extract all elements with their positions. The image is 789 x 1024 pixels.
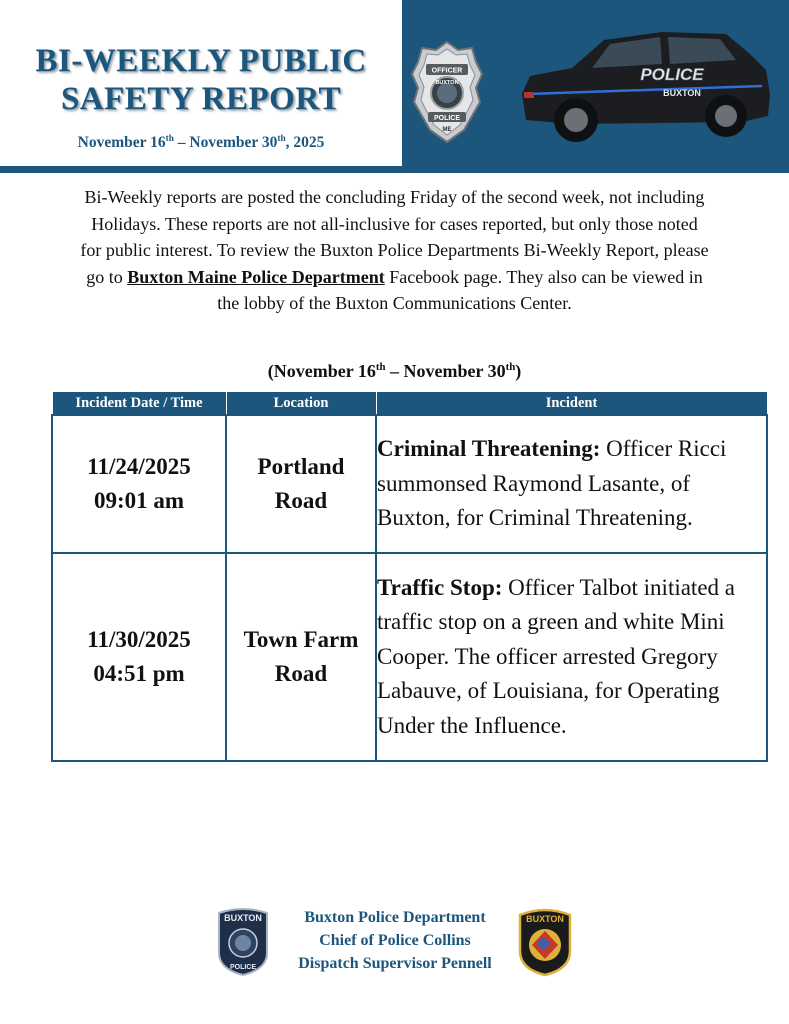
caption-close: ) [515,361,522,381]
location-line-2: Road [274,661,328,686]
incident-type: Criminal Threatening: [377,436,601,462]
car-police-text: POLICE [640,65,704,84]
incident-text: Officer Ricci summonsed Raymond Lasante, of Buxton, for Criminal Threatening. [377,436,727,531]
incident-location [226,553,376,761]
incident-location [226,415,376,553]
table-header-row [52,392,767,416]
report-header [0,0,789,173]
footer-signature [274,906,516,975]
column-header-location: Location [226,392,376,416]
date-start: November 16 [77,134,166,151]
title-line-1: BI-WEEKLY PUBLIC [35,43,367,79]
patch-left-bottom-text: POLICE [229,964,257,971]
buxton-police-patch-icon [215,907,271,977]
incident-date: 11/30/2025 [87,627,191,652]
caption-mid: – November 30 [385,361,506,381]
incident-time: 09:01 am [93,488,185,513]
incident-type: Traffic Stop: [377,574,503,600]
car-buxton-text: BUXTON [663,88,701,98]
facebook-page-link[interactable]: Buxton Maine Police Department [127,266,385,287]
date-separator: – [173,134,190,151]
location-line-2: Road [274,488,328,513]
incident-date-time [52,415,226,553]
footer-chief: Chief of Police Collins [319,932,471,949]
incident-time: 04:51 pm [93,661,185,686]
patch-left-top-text: BUXTON [224,913,262,923]
caption-start-suffix: th [375,361,386,373]
title-line-2: SAFETY REPORT [60,81,342,117]
intro-paragraph [80,184,709,317]
incident-table [51,391,768,762]
police-badge-icon [410,40,484,144]
incident-date-time [52,553,226,761]
date-start-suffix: th [165,133,174,144]
patch-right-top-text: BUXTON [526,914,564,924]
intro-text-before: Bi-Weekly reports are posted the concluding Friday of the second week, not including Holidays. These reports are not all-inclusive for cases reported, but only those noted for public interest. To review the Buxton Police Departments Bi-Weekly Report, please go to [80,187,709,287]
date-end: November 30 [189,134,278,151]
header-divider-bar [0,166,789,173]
incident-description [376,553,767,761]
footer-department: Buxton Police Department [304,909,486,926]
caption-end-suffix: th [505,361,516,373]
incident-date: 11/24/2025 [87,454,191,479]
intro-text-after: Facebook page. They also can be viewed in the lobby of the Buxton Communications Center. [217,266,703,313]
footer-dispatch: Dispatch Supervisor Pennell [298,955,492,972]
date-end-suffix: th [277,133,286,144]
buxton-fire-rescue-patch-icon [516,907,574,977]
table-row [52,415,767,553]
badge-top-text: OFFICER [431,67,463,75]
column-header-incident: Incident [376,392,767,416]
incident-text: Officer Talbot initiated a traffic stop on a green and white Mini Cooper. The officer arrested Gregory Labauve, of Louisiana, for Operating Under the Influence. [377,574,735,738]
report-date-range [6,134,396,152]
badge-mid-text: BUXTON [435,80,459,86]
caption-open: (November 16 [267,361,376,381]
location-line-1: Portland [257,454,345,479]
badge-state-text: ME [442,127,452,133]
incident-description [376,415,767,553]
table-caption [0,361,789,382]
badge-bottom-text: POLICE [433,115,461,122]
column-header-date-time: Incident Date / Time [52,392,226,416]
date-year: , 2025 [285,134,325,151]
page-title [6,42,396,118]
police-car-image [512,24,774,148]
table-row [52,553,767,761]
location-line-1: Town Farm [243,627,359,652]
